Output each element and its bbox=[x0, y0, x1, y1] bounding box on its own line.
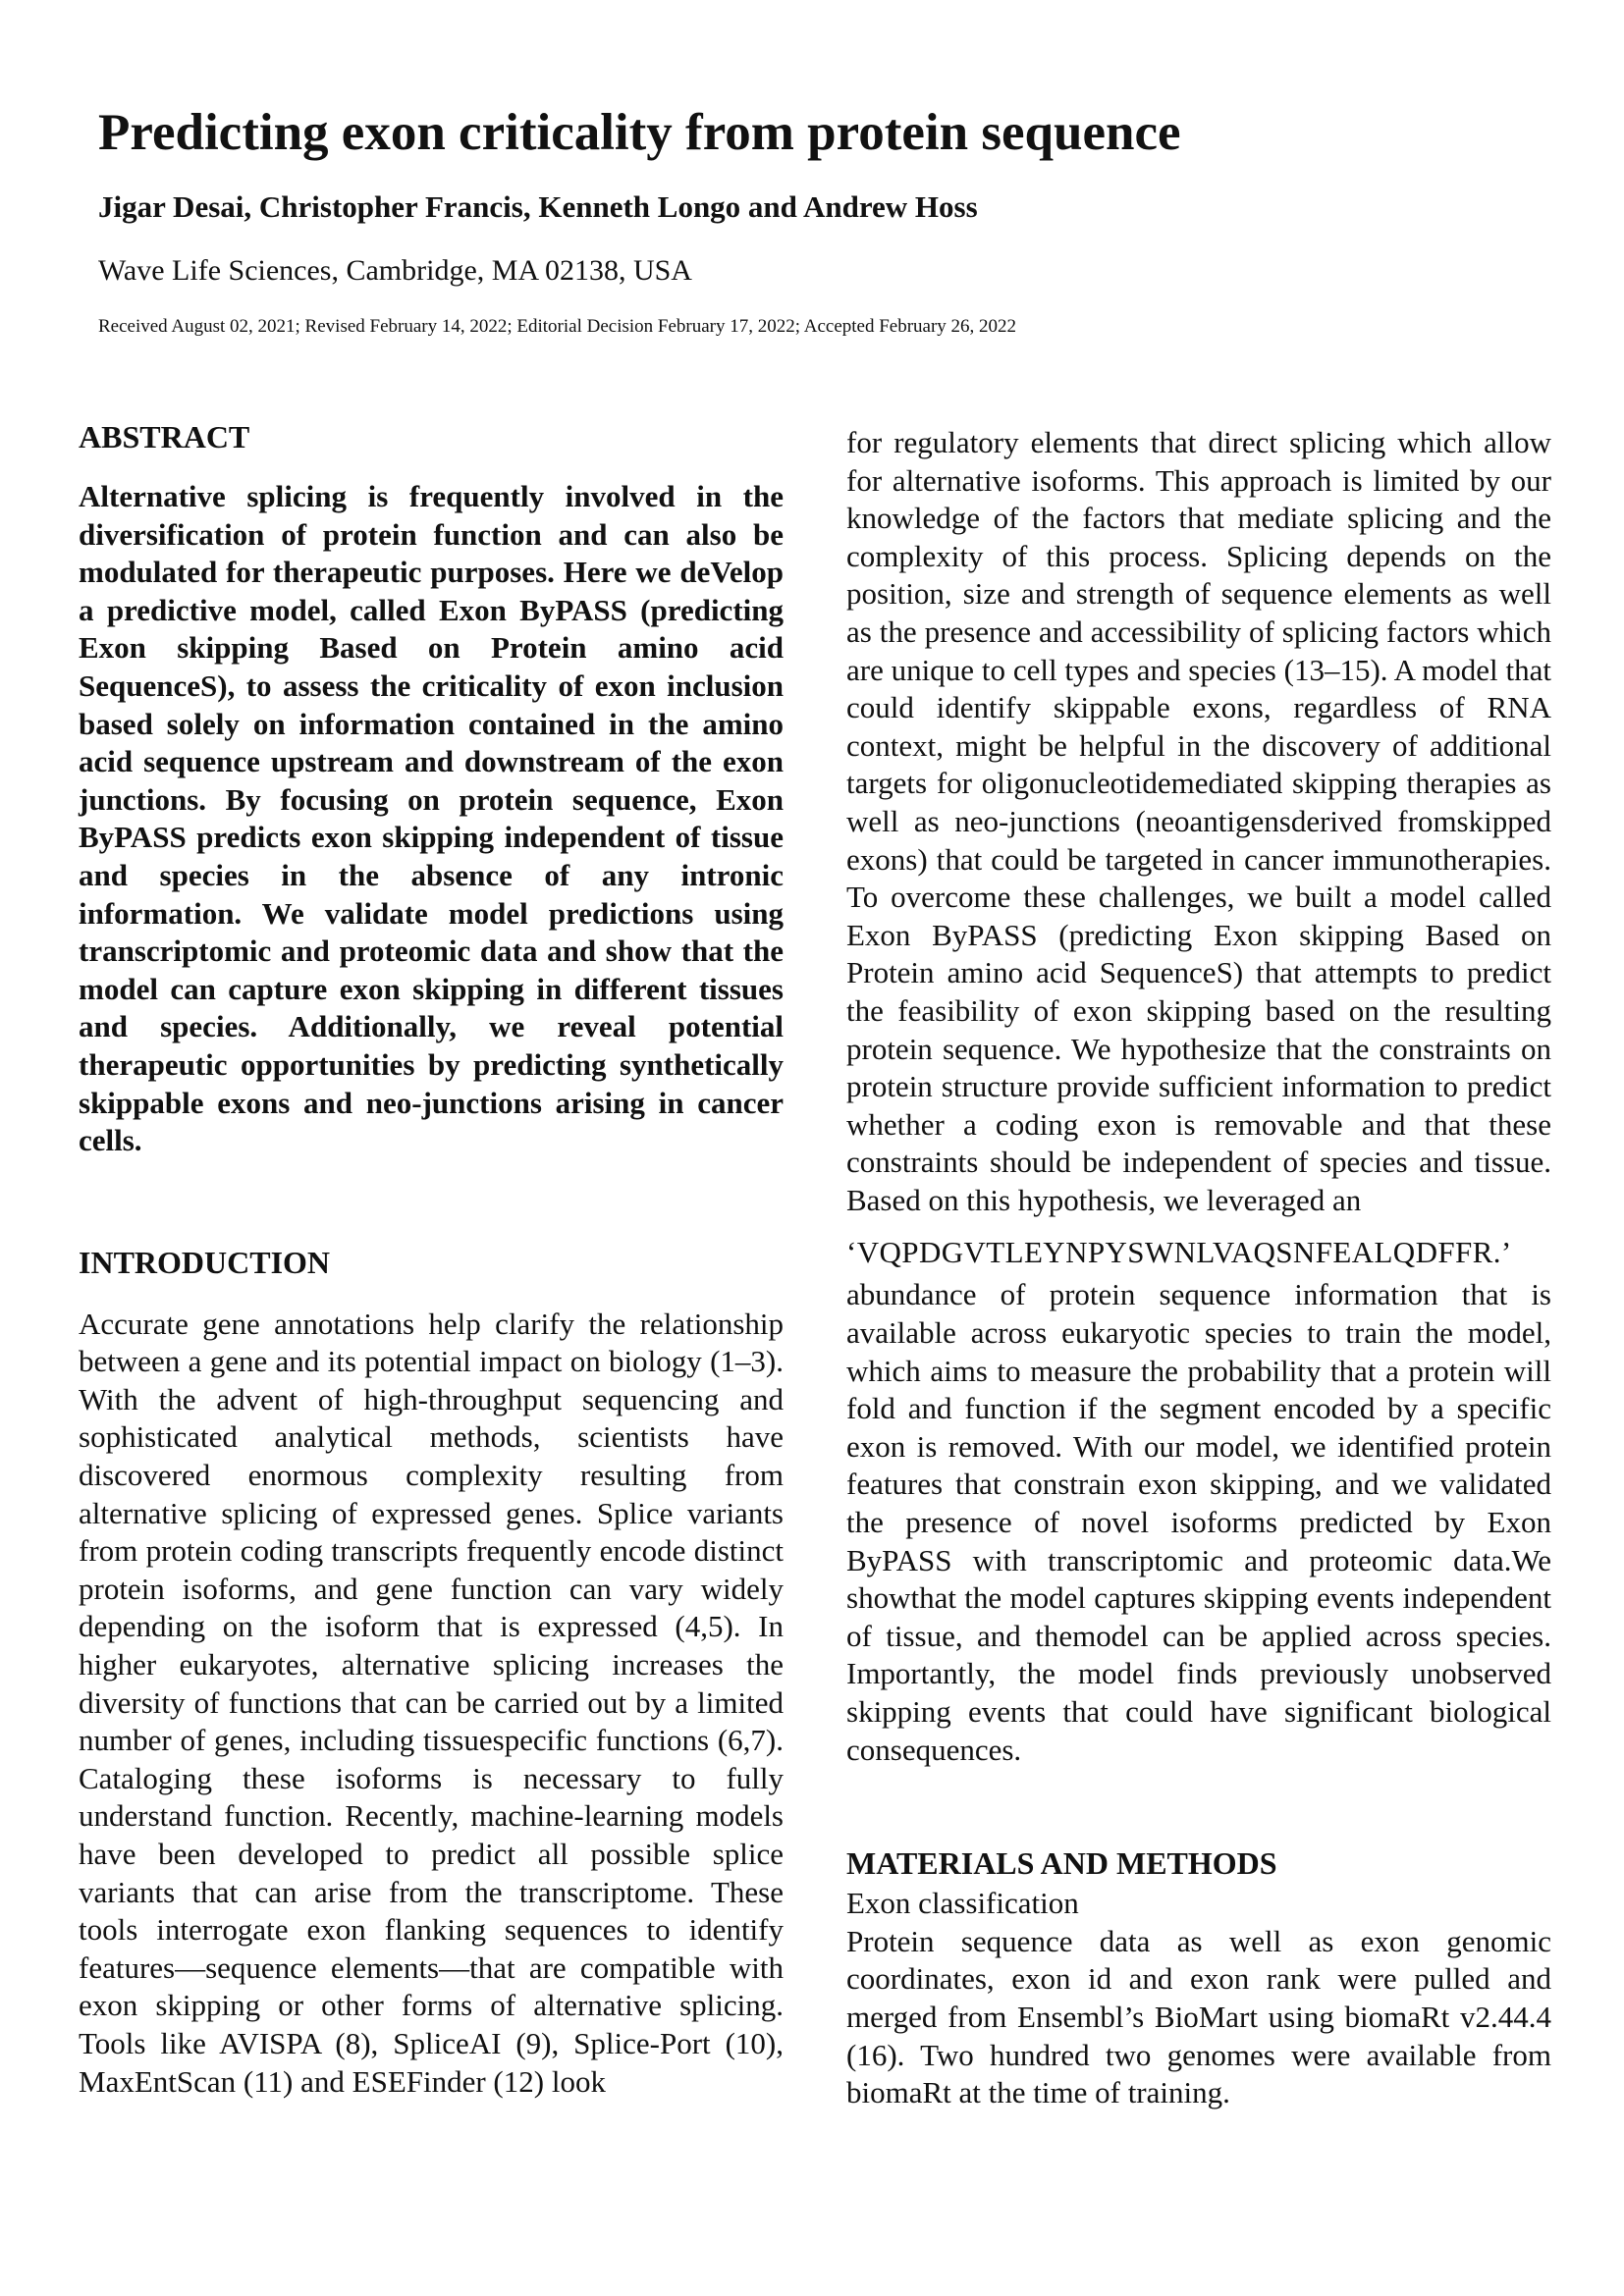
exon-classification-subheading: Exon classification bbox=[846, 1886, 1079, 1921]
peptide-sequence: ‘VQPDGVTLEYNPYSWNLVAQSNFEALQDFFR.’ bbox=[846, 1235, 1512, 1270]
author-list: Jigar Desai, Christopher Francis, Kenneth Longo and Andrew Hoss bbox=[98, 189, 978, 224]
left-column bbox=[79, 417, 784, 2101]
right-column bbox=[846, 424, 1551, 2112]
introduction-paragraph-right-1: for regulatory elements that direct splicing which allow for alternative isoforms. This approach is limited by our knowledge of the factors that mediate splicing and the complexity of this process. Splicing depends on the position, size and strength of sequence elements as well as the presence and accessibility of splicing factors which are unique to cell types and species (13–15). A model that could identify skippable exons, regardless of RNA context, might be helpful in the discovery of additional targets for oligonucleotidemediated skipping therapies as well as neo-junctions (neoantigensderived fromskipped exons) that could be targeted in cancer immunotherapies. To overcome these challenges, we built a model called Exon ByPASS (predicting Exon skipping Based on Protein amino acid SequenceS) that attempts to predict the feasibility of exon skipping based on the resulting protein sequence. We hypothesize that the constraints on protein structure provide sufficient information to predict whether a coding exon is removable and that these constraints should be independent of species and tissue. Based on this hypothesis, we leveraged an bbox=[846, 425, 1551, 1217]
abstract-heading: ABSTRACT bbox=[79, 419, 250, 454]
paper-title: Predicting exon criticality from protein sequence bbox=[98, 104, 1181, 161]
abstract-text: Alternative splicing is frequently involved in the diversification of protein function and can also be modulated for therapeutic purposes. Here we deVelop a predictive model, called Exon ByPASS (predicting Exon skipping Based on Protein amino acid SequenceS), to assess the criticality of exon inclusion based solely on information contained in the amino acid sequence upstream and downstream of the exon junctions. By focusing on protein sequence, Exon ByPASS predicts exon skipping independent of tissue and species in the absence of any intronic information. We validate model predictions using transcriptomic and proteomic data and show that the model can capture exon skipping in different tissues and species. Additionally, we reveal potential therapeutic opportunities by predicting synthetically skippable exons and neo-junctions arising in cancer cells. bbox=[79, 479, 784, 1158]
introduction-paragraph-left: Accurate gene annotations help clarify the relationship between a gene and its potential impact on biology (1–3). With the advent of high-throughput sequencing and sophisticated analytical methods, scientists have discovered enormous complexity resulting from alternative splicing of expressed genes. Splice variants from protein coding transcripts frequently encode distinct protein isoforms, and gene function can vary widely depending on the isoform that is expressed (4,5). In higher eukaryotes, alternative splicing increases the diversity of functions that can be carried out by a limited number of genes, including tissuespecific functions (6,7). Cataloging these isoforms is necessary to fully understand function. Recently, machine-learning models have been developed to predict all possible splice variants that can arise from the transcriptome. These tools interrogate exon flanking sequences to identify features—sequence elements—that are compatible with exon skipping or other forms of alternative splicing. Tools like AVISPA (8), SpliceAI (9), Splice-Port (10), MaxEntScan (11) and ESEFinder (12) look bbox=[79, 1306, 784, 2099]
introduction-paragraph-right-2: abundance of protein sequence information that is available across eukaryotic species to train the model, which aims to measure the probability that a protein will fold and function if the segment encoded by a specific exon is removed. With our model, we identified protein features that constrain exon skipping, and we validated the presence of novel isoforms predicted by Exon ByPASS with transcriptomic and proteomic data.We showthat the model captures skipping events independent of tissue, and themodel can be applied across species. Importantly, the model finds previously unobserved skipping events that could have significant biological consequences. bbox=[846, 1277, 1551, 1767]
introduction-heading: INTRODUCTION bbox=[79, 1244, 331, 1280]
publication-dates: Received August 02, 2021; Revised February 14, 2022; Editorial Decision February 17, 2022; Accepted February 26, 2022 bbox=[98, 316, 1017, 337]
methods-heading: MATERIALS AND METHODS bbox=[846, 1845, 1277, 1882]
affiliation: Wave Life Sciences, Cambridge, MA 02138, USA bbox=[98, 254, 692, 287]
methods-paragraph: Protein sequence data as well as exon genomic coordinates, exon id and exon rank were pulled and merged from Ensembl’s BioMart using biomaRt v2.44.4 (16). Two hundred two genomes were available from biomaRt at the time of training. bbox=[846, 1923, 1551, 2110]
